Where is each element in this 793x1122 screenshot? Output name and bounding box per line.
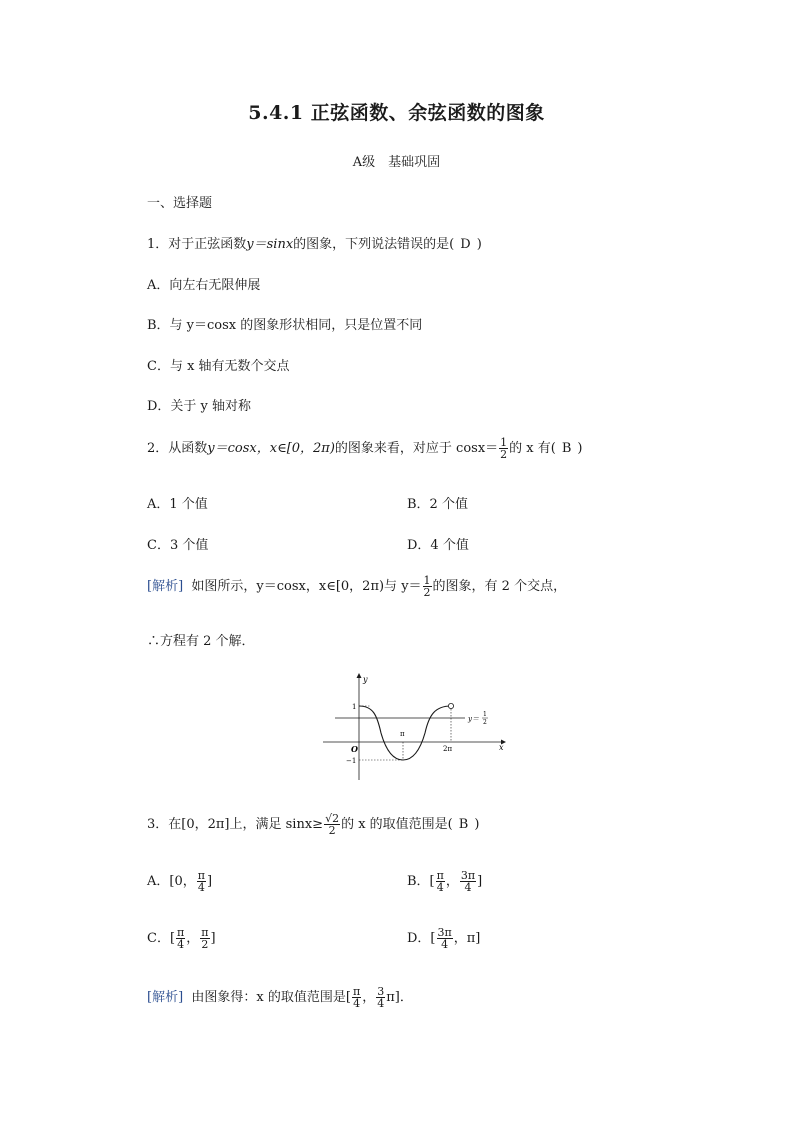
q2-stem-post: 的 x 有( [509,441,556,456]
q2-option-c: C．3 个值 [147,538,209,553]
y-label: y [363,675,368,684]
analysis-tag: [解析] [147,990,184,1005]
q2-close: ) [577,441,583,456]
open-endpoint [448,703,453,708]
q3-optB-fraction-2: $\frac{3\pi}{4}$ [460,869,476,894]
q2-conclusion: ∴方程有 2 个解． [147,634,255,649]
q3-analysis-fraction-1: $\frac{\pi}{4}$ [352,985,361,1010]
q3-option-c: C．[ $\frac{\pi}{4}$ ， $\frac{\pi}{2}$ ] [147,926,216,951]
section-heading: 一、选择题 [147,196,213,211]
q2-analysis [147,575,566,598]
q3-close: ) [474,817,480,832]
q3-optB-fraction-1: $\frac{\pi}{4}$ [436,869,444,894]
cosine-curve [359,706,451,760]
q2-analysis-pre: 如图所示，y＝cosx，x∈[0，2π)与 y＝ [191,579,422,594]
level-heading: A级 基础巩固 [352,155,441,170]
q2-answer: B [561,441,572,456]
q2-fraction: $\frac{1}{2}$ [500,436,508,461]
q3-optD-fraction: $\frac{3\pi}{4}$ [437,926,452,951]
q1-option-d: D．关于 y 轴对称 [147,399,252,414]
analysis-tag: [解析] [147,579,184,594]
question-3 [147,813,479,836]
q3-stem-post: 的 x 的取值范围是( [341,817,453,832]
q2-analysis-post: 的图象，有 2 个交点， [432,579,567,594]
q1-stem-func: y＝sinx [246,237,294,252]
question-1 [147,233,482,252]
line-label: y＝ [468,715,479,723]
y-axis-arrow [357,673,362,678]
tick-2pi: 2π [443,745,453,753]
q2-analysis-fraction: $\frac{1}{2}$ [423,574,431,599]
line-frac-den: 2 [483,719,487,726]
q3-fraction: $\frac{√2}{2}$ [325,812,340,837]
q3-optC-fraction-2: $\frac{\pi}{2}$ [201,926,209,951]
line-frac-num: 1 [483,711,487,718]
q3-analysis-fraction-2: $\frac{3}{4}$ [377,985,385,1010]
q3-optA-fraction: $\frac{\pi}{4}$ [197,869,205,894]
q1-answer: D [460,237,471,252]
q3-analysis: [解析] 由图象得：x 的取值范围是[ $\frac{\pi}{4}$ ， $\frac{3}{4}$ π]． [147,985,413,1010]
q1-option-a: A．向左右无限伸展 [147,278,261,293]
q2-stem-mid: 的图象来看，对应于 cosx＝ [334,441,499,456]
q2-option-a: A．1 个值 [147,497,208,512]
q1-stem-post: 的图象，下列说法错误的是( [293,237,455,252]
x-label: x [499,743,504,752]
q3-option-b: B．[ $\frac{\pi}{4}$ ， $\frac{3\pi}{4}$ ] [407,869,483,894]
q3-optC-fraction-1: $\frac{\pi}{4}$ [177,926,185,951]
q1-stem-pre: 1．对于正弦函数 [147,237,247,252]
q1-close: ) [476,237,482,252]
tick-1: 1 [352,703,357,711]
q3-option-d: D．[ $\frac{3\pi}{4}$ ，π] [407,926,481,951]
cosine-graph [315,670,515,790]
tick-pi: π [400,730,405,738]
q3-stem-pre: 3．在[0，2π]上，满足 sinx≥ [147,817,324,832]
q1-option-b: B．与 y＝cosx 的图象形状相同，只是位置不同 [147,318,423,333]
q3-answer: B [458,817,469,832]
page-title: 5.4.1 正弦函数、余弦函数的图象 [248,102,545,124]
q2-option-b: B．2 个值 [407,497,468,512]
tick-neg1: −1 [346,757,357,765]
q2-stem-func: y＝cosx，x∈[0，2π) [207,441,335,456]
q2-stem-pre: 2．从函数 [147,441,208,456]
q3-option-a: A．[0， $\frac{\pi}{4}$ ] [147,869,213,894]
origin-label: O [351,744,358,754]
q2-option-d: D．4 个值 [407,538,469,553]
question-2 [147,437,582,460]
q1-option-c: C．与 x 轴有无数个交点 [147,359,290,374]
